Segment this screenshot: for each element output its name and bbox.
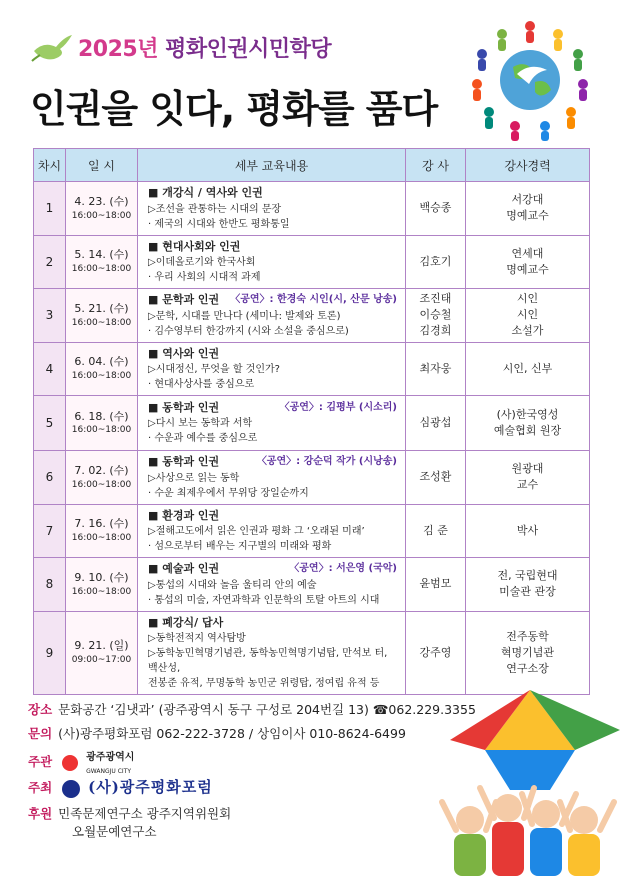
globe-people-illustration [455, 12, 605, 142]
table-row [34, 611, 590, 695]
schedule-table [33, 148, 590, 695]
session-career [466, 396, 590, 451]
contact-label: 문의 [28, 726, 53, 741]
instructor-name: 김 준 [423, 523, 448, 537]
col-header-content: 세부 교육내용 [138, 149, 406, 182]
topic-line [148, 508, 397, 525]
session-content [138, 289, 406, 343]
career-line: 전주동학 [506, 629, 549, 643]
topic-title: ■ 환경과 인권 [148, 508, 220, 522]
career-line: 전, 국립현대 [497, 569, 558, 583]
topic-title: ■ 예술과 인권 [148, 562, 220, 575]
content-line: · 제국의 시대와 한반도 평화통일 [148, 218, 290, 230]
session-number: 6 [34, 451, 66, 505]
sponsor-1: 민족문제연구소 광주지역위원회 [58, 806, 232, 821]
table-row [34, 451, 590, 505]
table-row [34, 504, 590, 558]
career-line: 교수 [516, 478, 539, 492]
session-datetime [66, 396, 138, 451]
col-header-session: 차시 [34, 149, 66, 182]
content-line: ▷사상으로 읽는 동학 [148, 472, 240, 484]
contact-line [28, 724, 406, 742]
session-content [138, 342, 406, 396]
topic-title: ■ 역사와 인권 [148, 346, 220, 360]
session-instructor [406, 451, 466, 505]
session-date: 5. 21. (수) [74, 301, 129, 315]
session-content [138, 182, 406, 236]
session-time: 09:00~17:00 [71, 655, 132, 666]
topic-line [148, 346, 397, 363]
instructor-name: 최자웅 [419, 361, 452, 375]
session-career [466, 611, 590, 695]
instructor-name: 김호기 [419, 254, 452, 268]
content-line: · 우리 사회의 시대적 과제 [148, 272, 261, 283]
host-line [28, 750, 134, 776]
session-datetime [66, 611, 138, 695]
session-instructor [406, 342, 466, 396]
host-label: 주관 [28, 754, 53, 770]
session-date: 4. 23. (수) [74, 194, 129, 208]
session-date: 9. 10. (수) [74, 570, 129, 584]
table-row [34, 182, 590, 236]
table-row [34, 558, 590, 612]
career-line: 명예교수 [506, 262, 549, 276]
main-title: 인권을 잇다, 평화를 품다 [30, 87, 438, 131]
topic-title: ■ 개강식 / 역사와 인권 [148, 186, 263, 199]
dove-icon [30, 33, 74, 63]
content-line: · 섬으로부터 배우는 지구별의 미래와 평화 [148, 541, 332, 552]
content-line: ▷동학전적지 역사탐방 [148, 633, 246, 644]
session-content [138, 396, 406, 451]
career-line: 시인 [516, 292, 539, 306]
topic-title: ■ 문학과 인권 [148, 293, 220, 306]
session-instructor [406, 235, 466, 289]
session-content [138, 451, 406, 505]
col-header-instructor: 강 사 [406, 149, 466, 182]
session-datetime [66, 558, 138, 612]
topic-line [148, 561, 397, 578]
session-time: 16:00~18:00 [71, 317, 132, 328]
table-row [34, 235, 590, 289]
session-content [138, 235, 406, 289]
session-number: 2 [34, 235, 66, 289]
session-content [138, 504, 406, 558]
org-title-text: 평화인권시민학당 [165, 37, 332, 62]
session-career [466, 504, 590, 558]
content-line: · 현대사상사를 중심으로 [148, 379, 255, 390]
session-career [466, 182, 590, 236]
session-number: 1 [34, 182, 66, 236]
career-line: 시인, 신부 [502, 361, 553, 375]
instructor-name: 백승종 [419, 201, 452, 215]
venue-line [28, 700, 476, 718]
career-line: 소설가 [511, 324, 544, 338]
session-time: 16:00~18:00 [71, 479, 132, 490]
session-number: 8 [34, 558, 66, 612]
session-instructor [406, 396, 466, 451]
content-line: 전봉준 유적, 무명동학 농민군 위령탑, 정여립 유적 등 [148, 678, 380, 689]
session-number: 7 [34, 504, 66, 558]
title-row [30, 32, 331, 63]
session-date: 6. 04. (수) [74, 355, 129, 369]
session-date: 9. 21. (일) [74, 639, 129, 653]
topic-line [148, 292, 397, 309]
session-date: 7. 16. (수) [74, 517, 129, 531]
instructor-name: 조진태 [419, 292, 452, 306]
col-header-career: 강사경력 [466, 149, 590, 182]
career-line: (사)한국영성 [496, 408, 559, 422]
session-career [466, 342, 590, 396]
organizer-line [28, 776, 213, 798]
session-date: 7. 02. (수) [74, 463, 129, 477]
topic-title: ■ 현대사회와 인권 [148, 239, 241, 253]
session-time: 16:00~18:00 [71, 371, 132, 382]
session-time: 16:00~18:00 [71, 425, 132, 436]
session-datetime [66, 289, 138, 343]
career-line: 연구소장 [506, 661, 549, 675]
content-line: · 통섭의 미술, 자연과학과 인문학의 토탈 아트의 시대 [148, 594, 380, 606]
performance-note: 〈공연〉: 김평부 (시소리) [279, 401, 397, 413]
session-career [466, 558, 590, 612]
host-logo [86, 750, 134, 776]
sponsor-line [28, 804, 231, 822]
instructor-name: 강주영 [419, 645, 452, 659]
col-header-datetime: 일 시 [66, 149, 138, 182]
career-line: 박사 [516, 523, 539, 537]
topic-line [148, 185, 397, 202]
session-time: 16:00~18:00 [71, 586, 132, 597]
session-datetime [66, 451, 138, 505]
topic-line [148, 615, 397, 632]
session-instructor [406, 504, 466, 558]
career-line: 연세대 [511, 246, 544, 260]
session-instructor [406, 558, 466, 612]
sponsor-2: 오월문예연구소 [72, 824, 157, 839]
content-line: ▷이데올로기와 한국사회 [148, 257, 256, 268]
content-line: ▷통섭의 시대와 놀음 울티리 안의 예술 [148, 579, 317, 591]
content-line: · 수운과 예수를 중심으로 [148, 433, 258, 445]
organizer-name: (사)광주평화포럼 [88, 778, 213, 796]
organizer-label: 주최 [28, 780, 53, 795]
session-career [466, 235, 590, 289]
topic-title: ■ 폐강식/ 답사 [148, 615, 224, 629]
performance-note: 〈공연〉: 강순덕 작가 (시낭송) [256, 456, 397, 467]
session-number: 3 [34, 289, 66, 343]
career-line: 원광대 [511, 462, 544, 476]
session-instructor [406, 182, 466, 236]
career-line: 혁명기념관 [500, 645, 555, 659]
topic-title: ■ 동학과 인권 [148, 400, 220, 414]
content-line: ▷동학농민혁명기념관, 동학농민혁명기념탑, 만석보 터, 백산성, [148, 648, 388, 674]
topic-line [148, 239, 397, 256]
table-row [34, 289, 590, 343]
content-line: · 김수영부터 한강까지 (시와 소설을 중심으로) [148, 325, 349, 337]
session-datetime [66, 235, 138, 289]
topic-line [148, 400, 397, 417]
session-datetime [66, 182, 138, 236]
instructor-name: 김경희 [419, 324, 452, 338]
session-number: 4 [34, 342, 66, 396]
session-career [466, 289, 590, 343]
table-header-row [34, 149, 590, 182]
career-line: 서강대 [511, 193, 544, 207]
year-text: 2025년 [78, 37, 158, 62]
session-datetime [66, 342, 138, 396]
session-content [138, 558, 406, 612]
performance-note: 〈공연〉: 서은영 (국악) [289, 563, 397, 574]
session-datetime [66, 504, 138, 558]
topic-title: ■ 동학과 인권 [148, 455, 220, 468]
career-line: 예술협회 원장 [493, 424, 562, 437]
content-line: ▷다시 보는 동학과 서학 [148, 418, 253, 430]
forum-logo-icon [62, 780, 80, 798]
sponsor-line-2 [72, 822, 157, 840]
program-title [78, 32, 331, 63]
performance-note: 〈공연〉: 한경숙 시인(시, 산문 낭송) [230, 294, 397, 305]
content-line: ▷시대정신, 무엇을 할 것인가? [148, 364, 280, 375]
cheering-people-illustration [430, 690, 620, 876]
instructor-name: 윤범모 [419, 577, 452, 591]
venue-label: 장소 [28, 702, 53, 717]
instructor-name: 조성환 [419, 470, 452, 484]
contact-text: (사)광주평화포럼 062-222-3728 / 상임이사 010-8624-6499 [58, 726, 406, 741]
sponsor-label: 후원 [28, 806, 53, 821]
gwangju-seal-icon [62, 755, 78, 771]
career-line: 명예교수 [506, 209, 549, 223]
session-instructor [406, 611, 466, 695]
session-time: 16:00~18:00 [71, 210, 132, 221]
instructor-name: 이승철 [419, 308, 452, 322]
content-line: ▷문학, 시대를 만나다 (세미나: 발제와 토론) [148, 310, 341, 322]
session-number: 9 [34, 611, 66, 695]
topic-line [148, 454, 397, 471]
session-time: 16:00~18:00 [71, 264, 132, 275]
host-name: 광주광역시 [86, 752, 135, 763]
host-name-en: GWANGJU CITY [86, 768, 131, 775]
content-line: ▷절해고도에서 읽은 인권과 평화 그 ‘오래된 미래’ [148, 526, 365, 537]
content-line: · 수운 최제우에서 무위당 장일순까지 [148, 487, 309, 499]
table-row [34, 396, 590, 451]
career-line: 미술관 관장 [499, 585, 556, 599]
venue-text: 문화공간 ‘김냇과’ (광주광역시 동구 구성로 204번길 13) ☎062.229.3355 [58, 702, 476, 717]
session-career [466, 451, 590, 505]
session-date: 5. 14. (수) [74, 248, 129, 262]
session-date: 6. 18. (수) [74, 409, 129, 423]
table-row [34, 342, 590, 396]
instructor-name: 심광섭 [419, 416, 452, 430]
session-number: 5 [34, 396, 66, 451]
content-line: ▷조선을 관통하는 시대의 문장 [148, 203, 282, 215]
session-content [138, 611, 406, 695]
session-time: 16:00~18:00 [71, 533, 132, 544]
session-instructor [406, 289, 466, 343]
career-line: 시인 [516, 308, 539, 322]
